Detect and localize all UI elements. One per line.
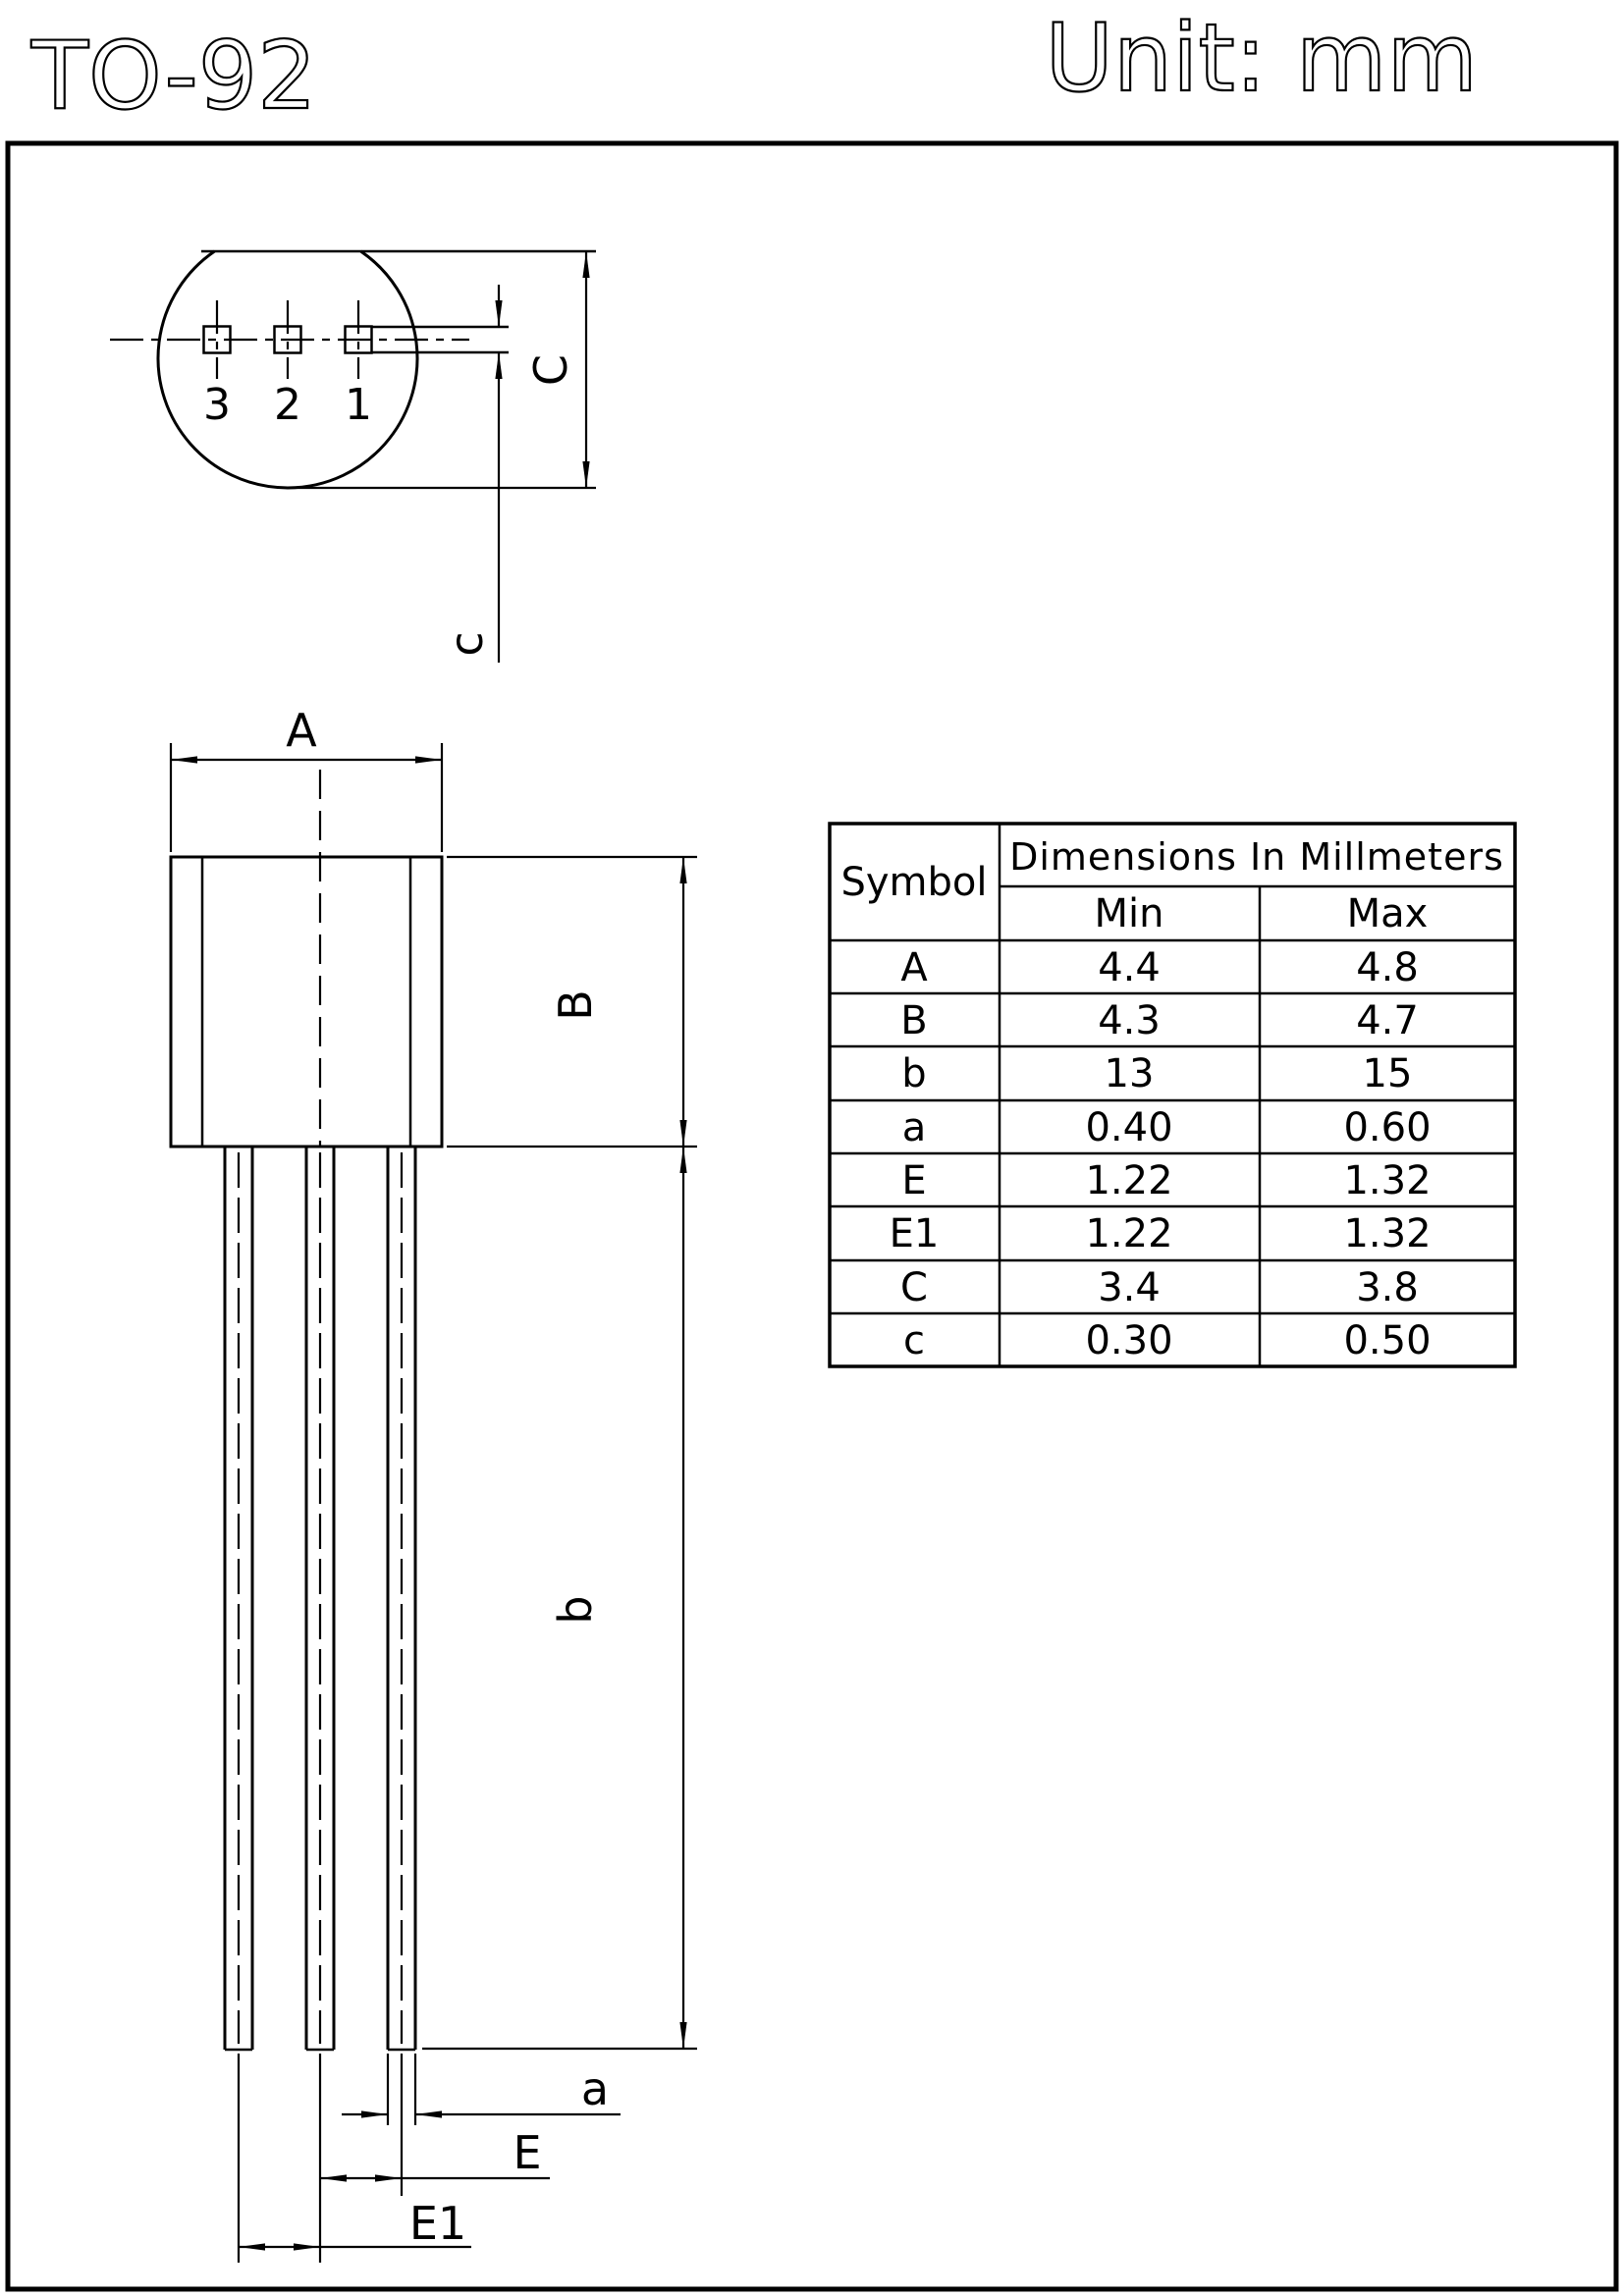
body-outline xyxy=(171,857,442,1147)
cell-symbol: B xyxy=(900,998,928,1043)
cell-min: 1.22 xyxy=(1085,1158,1173,1203)
dim-c-label: c xyxy=(440,631,493,657)
table-header-min: Min xyxy=(1094,891,1164,936)
table-header-max: Max xyxy=(1346,891,1429,936)
dim-a xyxy=(342,2054,621,2125)
cell-max: 4.7 xyxy=(1356,998,1419,1043)
dim-C xyxy=(524,251,586,488)
table-header-symbol: Symbol xyxy=(840,860,988,905)
dim-B xyxy=(549,857,683,1147)
table-header-dimensions: Dimensions In Millmeters xyxy=(1009,835,1504,879)
table-row xyxy=(903,1318,1432,1363)
cell-symbol: a xyxy=(901,1105,927,1150)
dim-a-label: a xyxy=(580,2062,610,2115)
cell-min: 3.4 xyxy=(1098,1265,1161,1310)
dim-C-label: C xyxy=(524,353,577,387)
cell-symbol: c xyxy=(903,1318,925,1363)
cell-max: 15 xyxy=(1362,1051,1413,1096)
cell-symbol: b xyxy=(901,1051,927,1096)
dim-E-label: E xyxy=(513,2126,542,2179)
unit-note: Unit: mm xyxy=(1045,5,1478,113)
table-row xyxy=(901,1051,1412,1096)
cell-max: 3.8 xyxy=(1356,1265,1419,1310)
pin-label-3: 3 xyxy=(203,380,231,430)
cell-max: 1.32 xyxy=(1343,1211,1432,1256)
dim-B-label: B xyxy=(549,989,602,1021)
page-title: TO-92 xyxy=(31,23,317,131)
table-row xyxy=(890,1211,1432,1256)
cell-min: 4.4 xyxy=(1098,945,1161,990)
cell-min: 0.30 xyxy=(1085,1318,1173,1363)
pin-label-2: 2 xyxy=(274,380,301,430)
lead-2 xyxy=(306,1147,334,2050)
table-row xyxy=(902,1105,1432,1150)
table-row xyxy=(900,1265,1419,1310)
cell-max: 4.8 xyxy=(1356,945,1419,990)
dim-E1 xyxy=(239,2197,471,2250)
cell-min: 13 xyxy=(1104,1051,1155,1096)
lead-3 xyxy=(388,1147,415,2050)
table-row xyxy=(900,998,1419,1043)
dim-b-label: b xyxy=(549,1595,602,1625)
table-row xyxy=(901,1158,1431,1203)
lead-1 xyxy=(225,1147,252,2050)
cell-min: 0.40 xyxy=(1085,1105,1173,1150)
cell-min: 4.3 xyxy=(1098,998,1161,1043)
dim-A xyxy=(171,704,442,852)
top-view xyxy=(110,251,596,663)
dim-A-label: A xyxy=(286,704,317,757)
dim-c xyxy=(440,285,499,663)
pin-label-1: 1 xyxy=(345,380,372,430)
cell-max: 0.60 xyxy=(1343,1105,1432,1150)
dimensions-table xyxy=(830,824,1515,1366)
cell-symbol: C xyxy=(900,1265,928,1310)
table-row xyxy=(900,945,1419,990)
cell-symbol: E xyxy=(901,1158,927,1203)
cell-max: 1.32 xyxy=(1343,1158,1432,1203)
cell-min: 1.22 xyxy=(1085,1211,1173,1256)
dim-E1-label: E1 xyxy=(408,2197,467,2250)
cell-symbol: E1 xyxy=(889,1211,940,1256)
front-view xyxy=(171,704,697,2263)
cell-symbol: A xyxy=(900,945,928,990)
cell-max: 0.50 xyxy=(1343,1318,1432,1363)
dim-b xyxy=(549,1147,683,2049)
dim-E xyxy=(320,2126,550,2179)
